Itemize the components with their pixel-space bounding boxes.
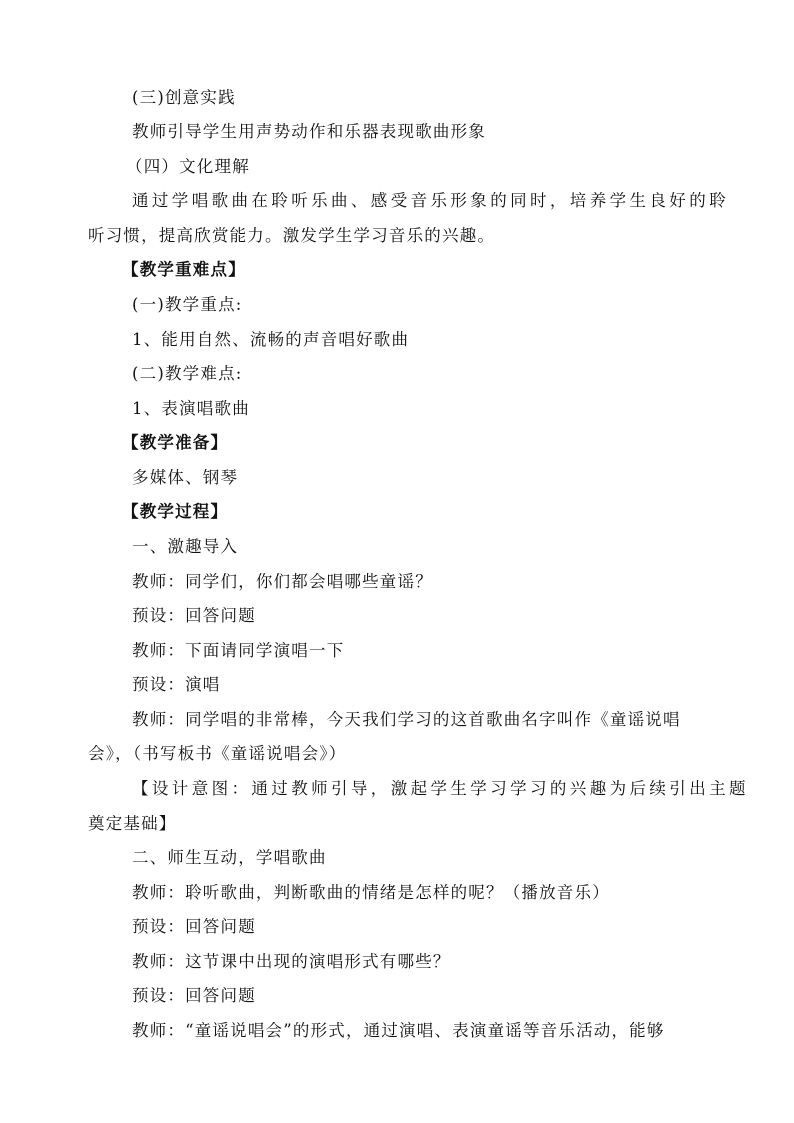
design-intent-1: 【设计意图：通过教师引导，激起学生学习学习的兴趣为后续引出主题 <box>132 779 749 798</box>
heading-introduction: 一、激趣导入 <box>132 537 239 556</box>
dialogue-line: 教师：这节课中出现的演唱形式有哪些？ <box>132 952 451 971</box>
dialogue-line: 教师：同学们，你们都会唱哪些童谣？ <box>132 572 433 591</box>
key-point-item-1: 1、能用自然、流畅的声音唱好歌曲 <box>132 330 410 349</box>
heading-cultural-understanding: （四）文化理解 <box>126 157 250 176</box>
heading-key-points: (一)教学重点: <box>132 295 243 314</box>
paragraph-cultural-understanding-1: 通过学唱歌曲在聆听乐曲、感受音乐形象的同时，培养学生良好的聆 <box>132 191 729 210</box>
section-key-difficult-points: 【教学重难点】 <box>122 260 246 279</box>
preparation-materials: 多媒体、钢琴 <box>132 468 239 487</box>
dialogue-line: 教师：“童谣说唱会”的形式，通过演唱、表演童谣等音乐活动，能够 <box>132 1021 665 1040</box>
dialogue-line: 预设：回答问题 <box>132 606 256 625</box>
paragraph-creative-practice: 教师引导学生用声势动作和乐器表现歌曲形象 <box>132 122 486 141</box>
dialogue-line: 教师：下面请同学演唱一下 <box>132 641 345 660</box>
heading-creative-practice: (三)创意实践 <box>132 88 236 107</box>
dialogue-line: 预设：回答问题 <box>132 917 256 936</box>
difficult-point-item-1: 1、表演唱歌曲 <box>132 399 250 418</box>
dialogue-line-continued: 会》，（书写板书《童谣说唱会》） <box>88 744 347 763</box>
section-teaching-process: 【教学过程】 <box>122 502 229 521</box>
heading-difficult-points: (二)教学难点: <box>132 364 243 383</box>
dialogue-line: 预设：回答问题 <box>132 986 256 1005</box>
dialogue-line: 教师：聆听歌曲，判断歌曲的情绪是怎样的呢？（播放音乐） <box>132 883 610 902</box>
dialogue-line: 预设：演唱 <box>132 675 221 694</box>
dialogue-line: 教师：同学唱的非常棒，今天我们学习的这首歌曲名字叫作《童谣说唱 <box>132 710 681 729</box>
paragraph-cultural-understanding-2: 听习惯，提高欣赏能力。激发学生学习音乐的兴趣。 <box>88 226 496 245</box>
section-teaching-preparation: 【教学准备】 <box>122 433 229 452</box>
design-intent-2: 奠定基础】 <box>88 814 177 833</box>
heading-interaction: 二、师生互动，学唱歌曲 <box>132 848 327 867</box>
